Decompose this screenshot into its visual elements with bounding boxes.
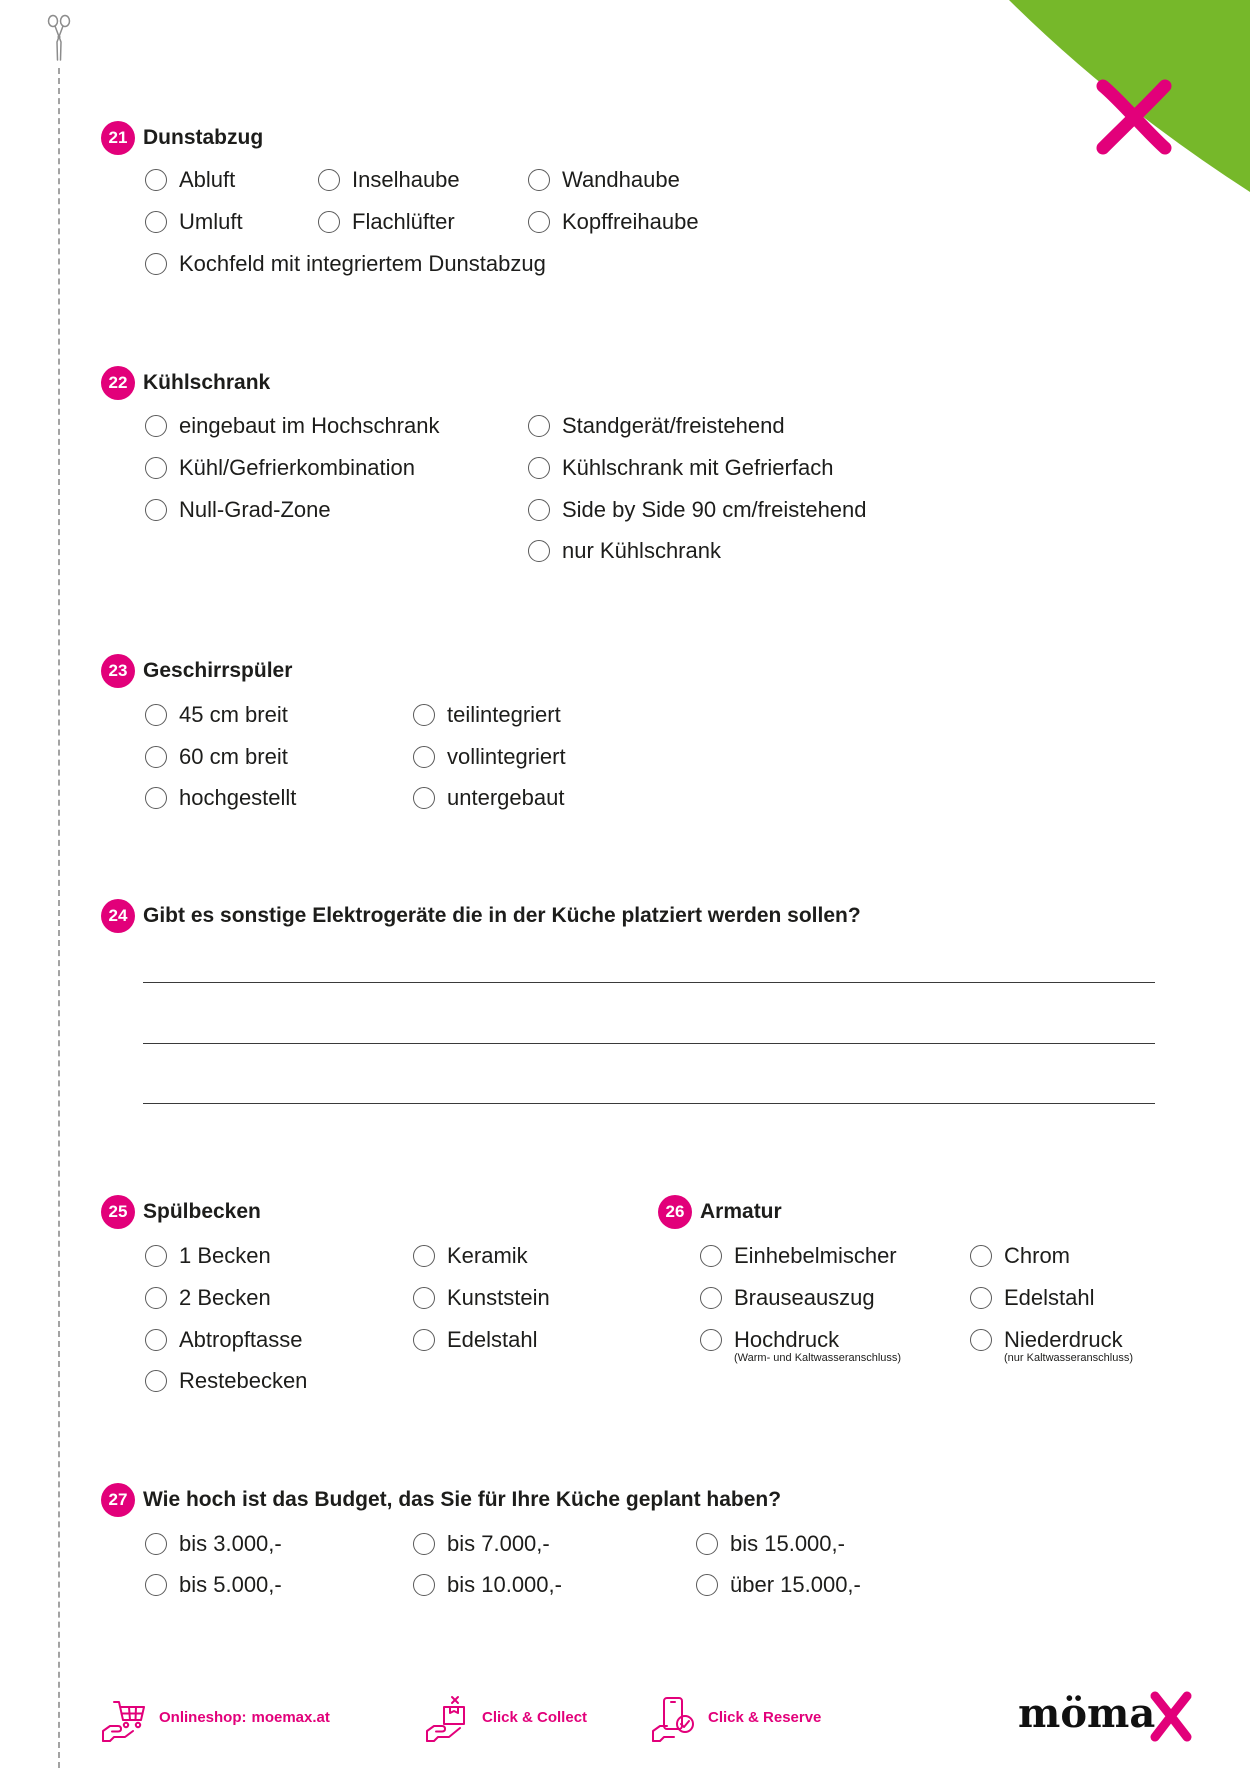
option-label: Flachlüfter xyxy=(352,209,455,234)
option-inselhaube[interactable] xyxy=(318,165,460,195)
option-label: Edelstahl xyxy=(447,1327,538,1352)
option-label: Standgerät/freistehend xyxy=(562,413,785,438)
radio-button[interactable] xyxy=(700,1287,722,1309)
option-label: bis 7.000,- xyxy=(447,1531,550,1556)
option-label: nur Kühlschrank xyxy=(562,538,721,563)
option-edelstahl-armatur[interactable] xyxy=(970,1283,1095,1313)
option-label: eingebaut im Hochschrank xyxy=(179,413,440,438)
option-45cm-breit[interactable] xyxy=(145,700,288,730)
x-mark-icon xyxy=(1096,79,1172,155)
option-vollintegriert[interactable] xyxy=(413,742,566,772)
option-note: (nur Kaltwasseranschluss) xyxy=(1004,1352,1133,1364)
radio-button[interactable] xyxy=(413,1533,435,1555)
option-label: Abtropftasse xyxy=(179,1327,303,1352)
option-flachluefter[interactable] xyxy=(318,207,455,237)
question-number-badge: 23 xyxy=(101,654,135,688)
radio-button[interactable] xyxy=(413,1245,435,1267)
option-label: untergebaut xyxy=(447,785,565,810)
radio-button[interactable] xyxy=(413,1574,435,1596)
option-brauseauszug[interactable] xyxy=(700,1283,875,1313)
radio-button[interactable] xyxy=(528,415,550,437)
option-label: Restebecken xyxy=(179,1368,308,1393)
option-label: Keramik xyxy=(447,1243,528,1268)
answer-line-1[interactable] xyxy=(143,955,1155,983)
option-nur-kuehlschrank[interactable] xyxy=(528,536,721,566)
option-wandhaube[interactable] xyxy=(528,165,680,195)
radio-button[interactable] xyxy=(145,746,167,768)
question-title: Wie hoch ist das Budget, das Sie für Ihre Küche geplant haben? xyxy=(143,1488,782,1511)
option-teilintegriert[interactable] xyxy=(413,700,561,730)
option-label: bis 3.000,- xyxy=(179,1531,282,1556)
click-reserve-link[interactable]: Click & Reserve xyxy=(708,1709,822,1726)
radio-button[interactable] xyxy=(145,704,167,726)
radio-button[interactable] xyxy=(528,169,550,191)
radio-button[interactable] xyxy=(970,1287,992,1309)
option-null-grad-zone[interactable] xyxy=(145,495,331,525)
question-title: Kühlschrank xyxy=(143,371,271,394)
option-label: Brauseauszug xyxy=(734,1285,875,1310)
option-hochgestellt[interactable] xyxy=(145,783,296,813)
radio-button[interactable] xyxy=(696,1574,718,1596)
option-note: (Warm- und Kaltwasseranschluss) xyxy=(734,1352,902,1364)
radio-button[interactable] xyxy=(696,1533,718,1555)
question-number-badge: 24 xyxy=(101,899,135,933)
logo-x-mark xyxy=(1155,1696,1187,1737)
radio-button[interactable] xyxy=(145,415,167,437)
radio-button[interactable] xyxy=(145,1574,167,1596)
radio-button[interactable] xyxy=(700,1245,722,1267)
option-bis-15000[interactable] xyxy=(696,1529,845,1559)
radio-button[interactable] xyxy=(145,253,167,275)
option-kopffreihaube[interactable] xyxy=(528,207,699,237)
radio-button[interactable] xyxy=(145,1370,167,1392)
option-label: hochgestellt xyxy=(179,785,297,810)
option-label: Kühlschrank mit Gefrierfach xyxy=(562,455,834,480)
question-number-badge: 25 xyxy=(101,1195,135,1229)
scissors-icon xyxy=(44,14,74,62)
option-label: bis 5.000,- xyxy=(179,1572,282,1597)
option-label: vollintegriert xyxy=(447,744,566,769)
onlineshop-label: Onlineshop: xyxy=(159,1709,247,1726)
radio-button[interactable] xyxy=(528,211,550,233)
option-label: Inselhaube xyxy=(352,167,460,192)
question-title: Gibt es sonstige Elektrogeräte die in der Küche platziert werden sollen? xyxy=(143,904,861,927)
question-number-badge: 27 xyxy=(101,1483,135,1517)
radio-button[interactable] xyxy=(413,1287,435,1309)
option-abluft[interactable] xyxy=(145,165,235,195)
option-label: 45 cm breit xyxy=(179,702,288,727)
option-label: Kühl/Gefrierkombination xyxy=(179,455,416,480)
option-bis-5000[interactable] xyxy=(145,1570,282,1600)
option-keramik[interactable] xyxy=(413,1241,528,1271)
hand-package-icon xyxy=(424,1694,472,1744)
option-chrom[interactable] xyxy=(970,1241,1070,1271)
option-einhebelmischer[interactable] xyxy=(700,1241,897,1271)
onlineshop-url[interactable]: moemax.at xyxy=(251,1709,330,1726)
radio-button[interactable] xyxy=(145,169,167,191)
radio-button[interactable] xyxy=(700,1329,722,1351)
logo-wordmark-text: möma xyxy=(1018,1690,1156,1737)
option-label: Kochfeld mit integriertem Dunstabzug xyxy=(179,251,546,276)
option-label: Niederdruck xyxy=(1004,1327,1123,1352)
option-standgeraet[interactable] xyxy=(528,411,785,441)
question-title: Armatur xyxy=(700,1200,782,1223)
question-title: Dunstabzug xyxy=(143,126,264,149)
option-label: Side by Side 90 cm/freistehend xyxy=(562,497,867,522)
option-label: Abluft xyxy=(179,167,236,192)
answer-line-3[interactable] xyxy=(143,1076,1155,1104)
radio-button[interactable] xyxy=(145,1287,167,1309)
option-abtropftasse[interactable] xyxy=(145,1325,303,1355)
radio-button[interactable] xyxy=(528,457,550,479)
radio-button[interactable] xyxy=(145,1329,167,1351)
hand-phone-check-icon xyxy=(650,1694,698,1744)
radio-button[interactable] xyxy=(528,499,550,521)
option-bis-3000[interactable] xyxy=(145,1529,282,1559)
radio-button[interactable] xyxy=(145,499,167,521)
question-number-badge: 26 xyxy=(658,1195,692,1229)
radio-button[interactable] xyxy=(318,211,340,233)
radio-button[interactable] xyxy=(413,704,435,726)
radio-button[interactable] xyxy=(145,1245,167,1267)
option-1-becken[interactable] xyxy=(145,1241,271,1271)
shopping-cart-hand-icon xyxy=(100,1694,148,1744)
option-label: Hochdruck xyxy=(734,1327,840,1352)
option-untergebaut[interactable] xyxy=(413,783,564,813)
radio-button[interactable] xyxy=(145,211,167,233)
radio-button[interactable] xyxy=(145,457,167,479)
option-60cm-breit[interactable] xyxy=(145,742,288,772)
question-title: Spülbecken xyxy=(143,1200,261,1223)
option-label: über 15.000,- xyxy=(730,1572,861,1597)
option-label: Einhebelmischer xyxy=(734,1243,897,1268)
option-side-by-side[interactable] xyxy=(528,495,867,525)
option-kochfeld-dunstabzug[interactable] xyxy=(145,249,546,279)
question-number-badge: 21 xyxy=(101,121,135,155)
option-label: Umluft xyxy=(179,209,243,234)
option-label: 1 Becken xyxy=(179,1243,271,1268)
option-label: Chrom xyxy=(1004,1243,1071,1268)
radio-button[interactable] xyxy=(970,1245,992,1267)
radio-button[interactable] xyxy=(318,169,340,191)
option-label: Wandhaube xyxy=(562,167,680,192)
option-2-becken[interactable] xyxy=(145,1283,271,1313)
option-ueber-15000[interactable] xyxy=(696,1570,861,1600)
option-label: bis 10.000,- xyxy=(447,1572,562,1597)
option-kuehlschrank-gefrierfach[interactable] xyxy=(528,453,833,483)
click-collect-link[interactable]: Click & Collect xyxy=(482,1709,588,1726)
radio-button[interactable] xyxy=(145,787,167,809)
option-label: Null-Grad-Zone xyxy=(179,497,331,522)
option-kunststein[interactable] xyxy=(413,1283,550,1313)
option-bis-10000[interactable] xyxy=(413,1570,562,1600)
option-kuehl-gefrierkombination[interactable] xyxy=(145,453,415,483)
option-label: teilintegriert xyxy=(447,702,561,727)
option-label: 2 Becken xyxy=(179,1285,271,1310)
radio-button[interactable] xyxy=(413,1329,435,1351)
option-label: Kunststein xyxy=(447,1285,550,1310)
moemax-logo[interactable] xyxy=(1014,1686,1196,1746)
radio-button[interactable] xyxy=(145,1533,167,1555)
question-title: Geschirrspüler xyxy=(143,659,293,682)
question-number-badge: 22 xyxy=(101,366,135,400)
option-umluft[interactable] xyxy=(145,207,243,237)
option-restebecken[interactable] xyxy=(145,1366,307,1396)
onlineshop-link[interactable] xyxy=(159,1708,330,1728)
option-label: Edelstahl xyxy=(1004,1285,1095,1310)
option-label: Kopffreihaube xyxy=(562,209,699,234)
option-bis-7000[interactable] xyxy=(413,1529,550,1559)
radio-button[interactable] xyxy=(413,746,435,768)
radio-button[interactable] xyxy=(528,540,550,562)
radio-button[interactable] xyxy=(413,787,435,809)
option-edelstahl-becken[interactable] xyxy=(413,1325,538,1355)
option-label: 60 cm breit xyxy=(179,744,288,769)
answer-line-2[interactable] xyxy=(143,1016,1155,1044)
option-label: bis 15.000,- xyxy=(730,1531,845,1556)
cut-line xyxy=(58,68,60,1768)
option-eingebaut-hochschrank[interactable] xyxy=(145,411,439,441)
radio-button[interactable] xyxy=(970,1329,992,1351)
